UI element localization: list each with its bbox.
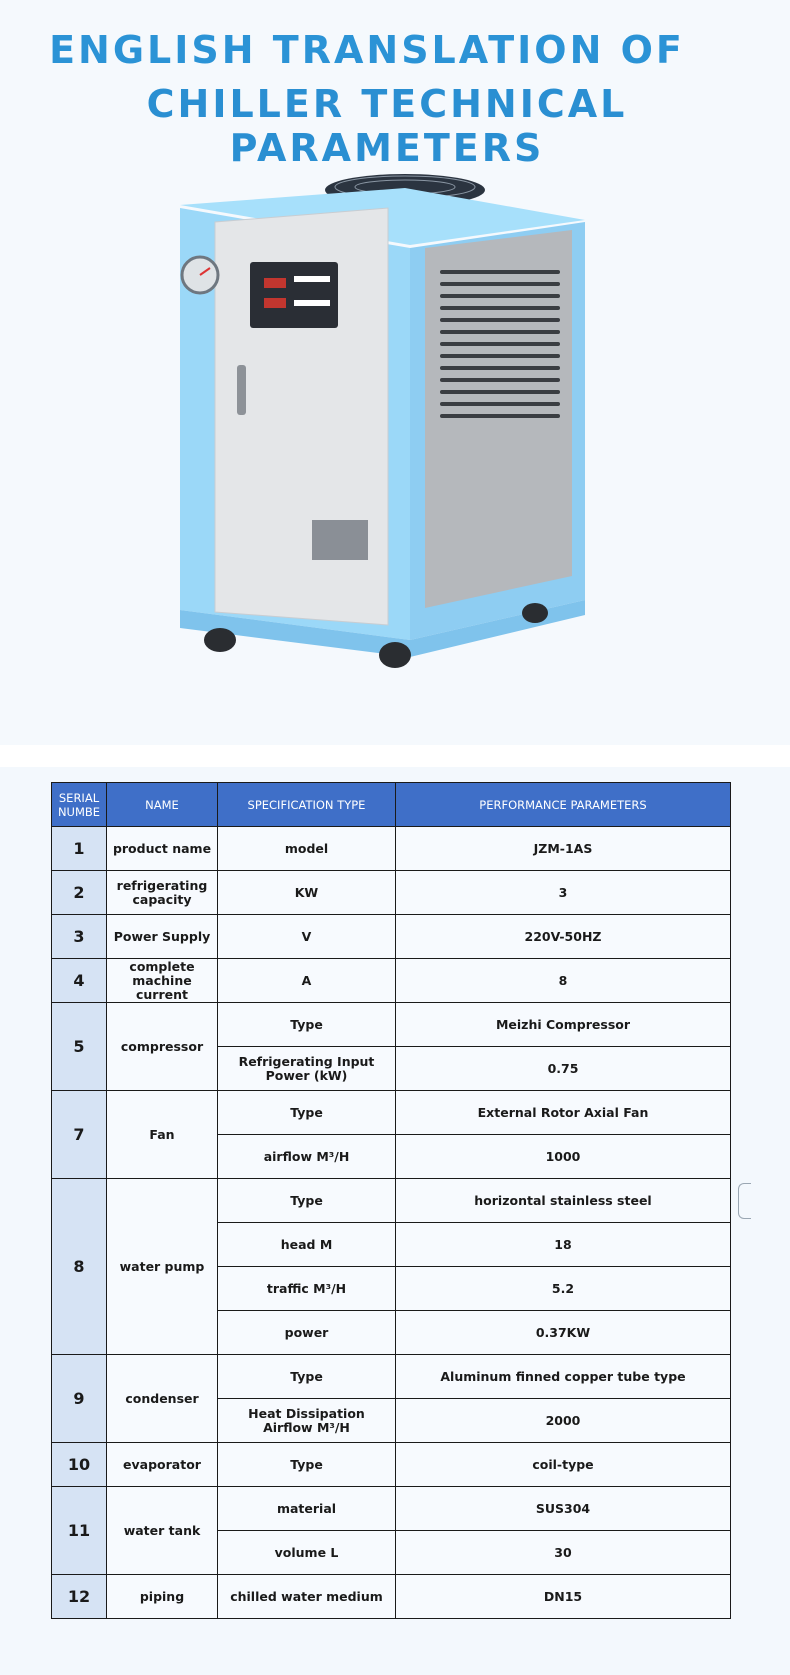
- value-cell: 2000: [396, 1399, 731, 1443]
- name-cell: Power Supply: [107, 915, 218, 959]
- table-row: [52, 1179, 731, 1223]
- spec-cell: head M: [218, 1223, 396, 1267]
- table-row: [52, 1487, 731, 1531]
- parameters-table: [51, 782, 731, 1619]
- header-performance: PERFORMANCE PARAMETERS: [396, 783, 731, 827]
- side-scroll-handle[interactable]: [738, 1183, 751, 1219]
- hero-section: [0, 0, 790, 745]
- name-cell: water tank: [107, 1487, 218, 1575]
- serial-cell: 1: [52, 827, 107, 871]
- value-cell: 220V-50HZ: [396, 915, 731, 959]
- value-cell: SUS304: [396, 1487, 731, 1531]
- serial-cell: 9: [52, 1355, 107, 1443]
- value-cell: 5.2: [396, 1267, 731, 1311]
- spec-cell: Type: [218, 1443, 396, 1487]
- serial-cell: 4: [52, 959, 107, 1003]
- spec-cell: Type: [218, 1003, 396, 1047]
- spec-cell: model: [218, 827, 396, 871]
- spec-cell: V: [218, 915, 396, 959]
- table-row: [52, 871, 731, 915]
- table-row: [52, 1443, 731, 1487]
- control-panel: [250, 262, 338, 328]
- section-divider: [0, 745, 790, 767]
- chiller-illustration: [170, 160, 620, 680]
- spec-cell: chilled water medium: [218, 1575, 396, 1619]
- serial-cell: 12: [52, 1575, 107, 1619]
- serial-cell: 11: [52, 1487, 107, 1575]
- name-cell: complete machine current: [107, 959, 218, 1003]
- page-title-line1: ENGLISH TRANSLATION OF: [49, 28, 685, 72]
- serial-cell: 3: [52, 915, 107, 959]
- value-cell: 3: [396, 871, 731, 915]
- serial-cell: 7: [52, 1091, 107, 1179]
- spec-cell: volume L: [218, 1531, 396, 1575]
- serial-cell: 8: [52, 1179, 107, 1355]
- name-cell: evaporator: [107, 1443, 218, 1487]
- spec-cell: Type: [218, 1091, 396, 1135]
- name-cell: compressor: [107, 1003, 218, 1091]
- table-row: [52, 959, 731, 1003]
- value-cell: 8: [396, 959, 731, 1003]
- value-cell: DN15: [396, 1575, 731, 1619]
- value-cell: 30: [396, 1531, 731, 1575]
- value-cell: 18: [396, 1223, 731, 1267]
- value-cell: 0.37KW: [396, 1311, 731, 1355]
- table-row: [52, 1575, 731, 1619]
- value-cell: 0.75: [396, 1047, 731, 1091]
- serial-cell: 2: [52, 871, 107, 915]
- spec-cell: airflow M³/H: [218, 1135, 396, 1179]
- table-header-row: [52, 783, 731, 827]
- name-cell: water pump: [107, 1179, 218, 1355]
- table-row: [52, 1355, 731, 1399]
- nameplate: [312, 520, 368, 560]
- name-cell: condenser: [107, 1355, 218, 1443]
- header-spec: SPECIFICATION TYPE: [218, 783, 396, 827]
- spec-cell: power: [218, 1311, 396, 1355]
- value-cell: JZM-1AS: [396, 827, 731, 871]
- spec-cell: material: [218, 1487, 396, 1531]
- spec-cell: Heat Dissipation Airflow M³/H: [218, 1399, 396, 1443]
- header-serial: SERIAL NUMBE: [52, 783, 107, 827]
- name-cell: Fan: [107, 1091, 218, 1179]
- table-row: [52, 1003, 731, 1047]
- value-cell: coil-type: [396, 1443, 731, 1487]
- header-name: NAME: [107, 783, 218, 827]
- machine-side-panel: [425, 230, 572, 608]
- table-row: [52, 827, 731, 871]
- name-cell: piping: [107, 1575, 218, 1619]
- serial-cell: 10: [52, 1443, 107, 1487]
- spec-cell: KW: [218, 871, 396, 915]
- page-title-line2: CHILLER TECHNICAL PARAMETERS: [146, 82, 628, 170]
- spec-cell: Refrigerating Input Power (kW): [218, 1047, 396, 1091]
- spec-cell: Type: [218, 1355, 396, 1399]
- table-row: [52, 915, 731, 959]
- table-row: [52, 1091, 731, 1135]
- value-cell: 1000: [396, 1135, 731, 1179]
- name-cell: refrigerating capacity: [107, 871, 218, 915]
- value-cell: Aluminum finned copper tube type: [396, 1355, 731, 1399]
- serial-cell: 5: [52, 1003, 107, 1091]
- value-cell: External Rotor Axial Fan: [396, 1091, 731, 1135]
- spec-cell: Type: [218, 1179, 396, 1223]
- spec-cell: traffic M³/H: [218, 1267, 396, 1311]
- value-cell: Meizhi Compressor: [396, 1003, 731, 1047]
- value-cell: horizontal stainless steel: [396, 1179, 731, 1223]
- spec-cell: A: [218, 959, 396, 1003]
- name-cell: product name: [107, 827, 218, 871]
- parameters-table-wrapper: [51, 782, 730, 1619]
- door-handle: [237, 365, 246, 415]
